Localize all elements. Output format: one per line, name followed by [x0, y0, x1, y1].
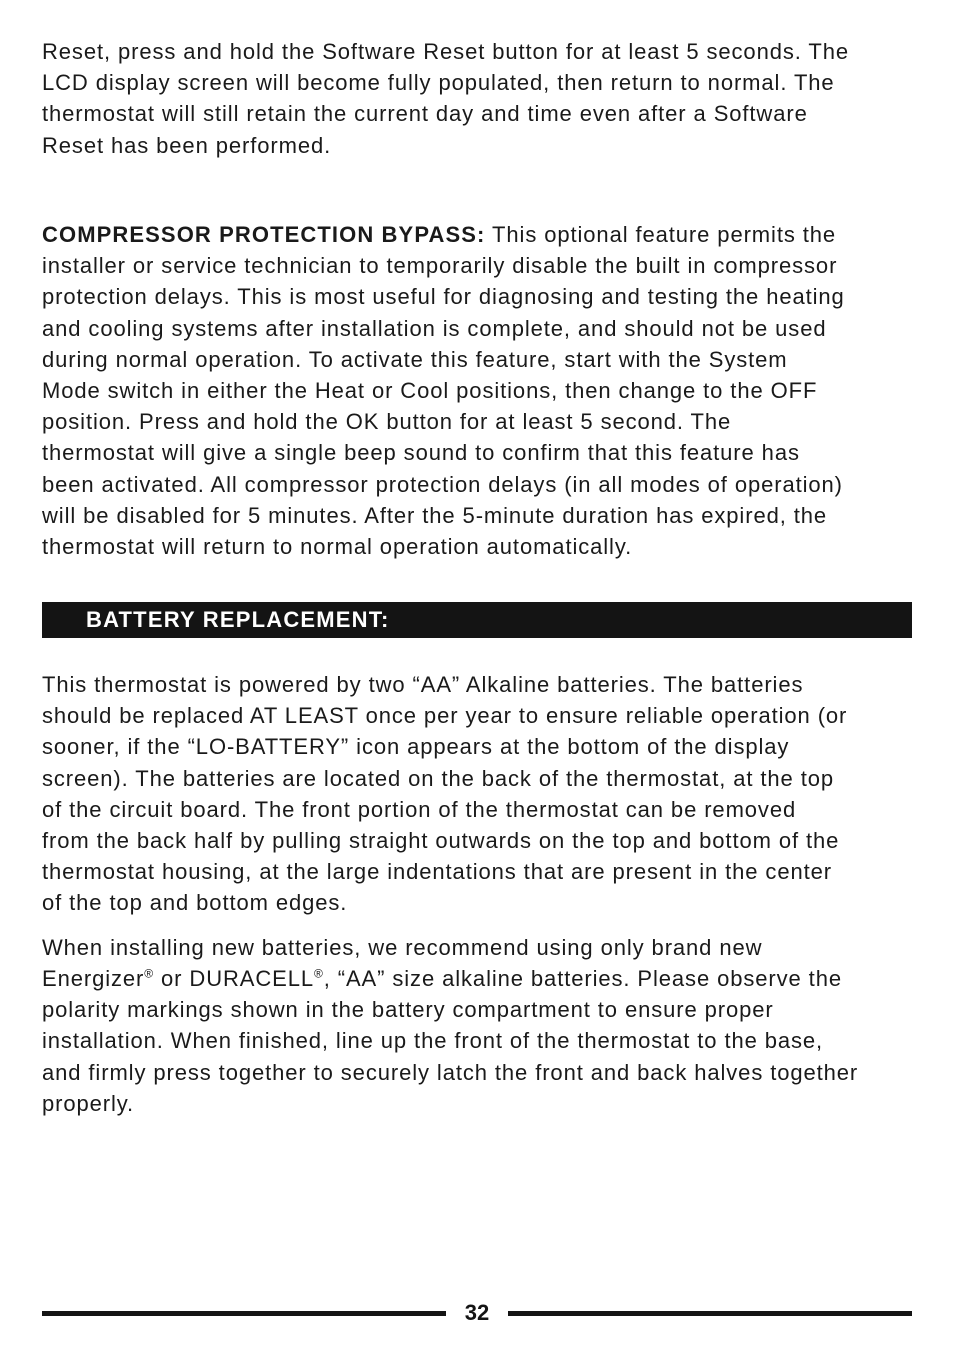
battery-para1-line: of the circuit board. The front portion of the thermostat can be removed [42, 797, 797, 822]
battery-para2-line: When installing new batteries, we recommend using only brand new [42, 935, 763, 960]
compressor-line: and cooling systems after installation is complete, and should not be used [42, 316, 827, 341]
battery-para1-line: This thermostat is powered by two “AA” Alkaline batteries. The batteries [42, 672, 804, 697]
compressor-line: installer or service technician to temporarily disable the built in compressor [42, 253, 838, 278]
intro-line: LCD display screen will become fully populated, then return to normal. The [42, 70, 835, 95]
battery-para1-line: should be replaced AT LEAST once per year to ensure reliable operation (or [42, 703, 848, 728]
compressor-line: thermostat will return to normal operation automatically. [42, 534, 633, 559]
intro-line: thermostat will still retain the current day and time even after a Software [42, 101, 808, 126]
registered-mark: ® [144, 966, 155, 981]
battery-para1-line: screen). The batteries are located on the back of the thermostat, at the top [42, 766, 834, 791]
battery-para2-line: installation. When finished, line up the front of the thermostat to the base, [42, 1028, 824, 1053]
compressor-line: protection delays. This is most useful for diagnosing and testing the heating [42, 284, 845, 309]
compressor-line: position. Press and hold the OK button for at least 5 second. The [42, 409, 732, 434]
battery-section-header [42, 602, 912, 638]
compressor-line: Mode switch in either the Heat or Cool positions, then change to the OFF [42, 378, 818, 403]
compressor-line: been activated. All compressor protection delays (in all modes of operation) [42, 472, 843, 497]
intro-line: Reset, press and hold the Software Reset button for at least 5 seconds. The [42, 39, 849, 64]
registered-mark: ® [313, 966, 324, 981]
battery-heading: BATTERY REPLACEMENT: [86, 607, 390, 632]
compressor-first-line [42, 222, 836, 248]
battery-para2-line: properly. [42, 1091, 135, 1116]
compressor-line: during normal operation. To activate this feature, start with the System [42, 347, 788, 372]
battery-para2-line [42, 966, 842, 992]
duracell-brand: or DURACELL [154, 966, 314, 991]
compressor-line: will be disabled for 5 minutes. After the 5-minute duration has expired, the [42, 503, 828, 528]
page-number: 32 [464, 1300, 490, 1325]
battery-para2-line: and firmly press together to securely latch the front and back halves together [42, 1060, 859, 1085]
compressor-heading: COMPRESSOR PROTECTION BYPASS: [42, 222, 486, 247]
compressor-first-line-text: This optional feature permits the [485, 222, 837, 247]
footer-rule-right [508, 1311, 912, 1316]
battery-para1-line: sooner, if the “LO-BATTERY” icon appears at the bottom of the display [42, 734, 790, 759]
compressor-line: thermostat will give a single beep sound to confirm that this feature has [42, 440, 800, 465]
battery-para1-line: from the back half by pulling straight outwards on the top and bottom of the [42, 828, 840, 853]
intro-line: Reset has been performed. [42, 133, 332, 158]
energizer-brand: Energizer [42, 966, 145, 991]
battery-para2-line: polarity markings shown in the battery compartment to ensure proper [42, 997, 774, 1022]
battery-para1-line: of the top and bottom edges. [42, 890, 348, 915]
battery-para1-line: thermostat housing, at the large indentations that are present in the center [42, 859, 832, 884]
para2-line2-rest: , “AA” size alkaline batteries. Please observe the [323, 966, 842, 991]
footer-rule-left [42, 1311, 446, 1316]
